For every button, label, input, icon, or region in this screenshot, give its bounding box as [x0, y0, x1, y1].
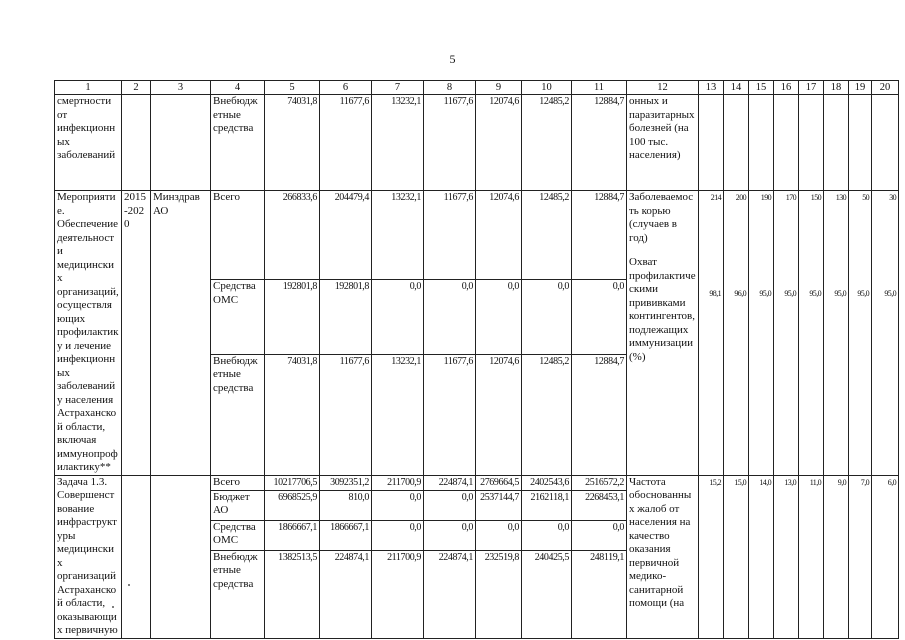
- indicator-value-cell: [872, 191, 899, 476]
- value-cell: 0,0: [424, 280, 476, 355]
- value-cell: 224874,1: [424, 550, 476, 638]
- indicator-value: 95,0: [809, 288, 821, 298]
- value-cell: 2162118,1: [522, 490, 572, 520]
- value-cell: 6968525,9: [265, 490, 320, 520]
- header-cell: 12: [627, 81, 699, 95]
- indicator-value-cell: 11,0: [799, 475, 824, 638]
- indicator-value-cell: 9,0: [824, 475, 849, 638]
- source-cell: Всего: [211, 475, 265, 490]
- indicator-value: 96,0: [734, 288, 746, 298]
- indicator-value-cell: [849, 191, 872, 476]
- indicator-value: 30: [889, 193, 896, 202]
- value-cell: 13232,1: [372, 354, 424, 475]
- header-cell: 18: [824, 81, 849, 95]
- header-cell: 10: [522, 81, 572, 95]
- indicator-value-cell: 7,0: [849, 475, 872, 638]
- header-cell: 15: [749, 81, 774, 95]
- scan-speck: [128, 584, 130, 586]
- value-cell: 2268453,1: [572, 490, 627, 520]
- header-cell: 20: [872, 81, 899, 95]
- indicator-value: 98,1: [709, 288, 721, 298]
- header-cell: 5: [265, 81, 320, 95]
- period-cell: [122, 95, 151, 191]
- value-cell: 1382513,5: [265, 550, 320, 638]
- scan-speck: [112, 606, 114, 608]
- value-cell: 12485,2: [522, 95, 572, 191]
- header-cell: 19: [849, 81, 872, 95]
- header-cell: 4: [211, 81, 265, 95]
- source-cell: Внебюджетные средства: [211, 550, 265, 638]
- value-cell: 12485,2: [522, 354, 572, 475]
- indicator-value-cell: [774, 95, 799, 191]
- indicator-value: 95,0: [784, 288, 796, 298]
- executor-cell: [151, 95, 211, 191]
- value-cell: 11677,6: [424, 354, 476, 475]
- header-cell: 7: [372, 81, 424, 95]
- source-cell: Всего: [211, 191, 265, 280]
- indicator-value-cell: [849, 95, 872, 191]
- indicator-value: 130: [835, 193, 846, 202]
- value-cell: 0,0: [572, 520, 627, 550]
- value-cell: 0,0: [372, 490, 424, 520]
- value-cell: 11677,6: [424, 191, 476, 280]
- value-cell: 12884,7: [572, 191, 627, 280]
- value-cell: 0,0: [522, 280, 572, 355]
- header-cell: 17: [799, 81, 824, 95]
- executor-cell: [151, 475, 211, 638]
- indicator-value: 50: [862, 193, 869, 202]
- value-cell: 12074,6: [476, 191, 522, 280]
- value-cell: 211700,9: [372, 475, 424, 490]
- indicator-value-cell: 15,2: [699, 475, 724, 638]
- source-cell: Бюджет АО: [211, 490, 265, 520]
- indicator-value-cell: [824, 95, 849, 191]
- page-number: 5: [449, 52, 456, 66]
- value-cell: 0,0: [476, 520, 522, 550]
- indicator-value: 150: [810, 193, 821, 202]
- source-cell: Средства ОМС: [211, 280, 265, 355]
- indicator-cell: [627, 191, 699, 476]
- indicator-value-cell: [824, 191, 849, 476]
- task-name-cell: Задача 1.3. Совершенствование инфраструктуры медицинских организаций Астраханской области, оказывающих первичную: [55, 475, 122, 638]
- indicator-cell: Частота обоснованных жалоб от населения на качество оказания первичной медико-санитарной помощи (на: [627, 475, 699, 638]
- period-cell: [122, 475, 151, 638]
- value-cell: 0,0: [424, 520, 476, 550]
- header-cell: 2: [122, 81, 151, 95]
- indicator-value: 214: [710, 193, 721, 202]
- value-cell: 0,0: [424, 490, 476, 520]
- indicator-measles: Заболеваемость корью (случаев в год): [629, 191, 694, 244]
- value-cell: 2537144,7: [476, 490, 522, 520]
- indicator-value-cell: [799, 191, 824, 476]
- value-cell: 2402543,6: [522, 475, 572, 490]
- executor-cell: Минздрав АО: [151, 191, 211, 476]
- value-cell: 11677,6: [320, 95, 372, 191]
- indicator-value-cell: [724, 95, 749, 191]
- value-cell: 11677,6: [320, 354, 372, 475]
- table-row: [55, 475, 899, 490]
- value-cell: 0,0: [572, 280, 627, 355]
- value-cell: 810,0: [320, 490, 372, 520]
- item-name-cell: смертности от инфекционных заболеваний: [55, 95, 122, 191]
- value-cell: 13232,1: [372, 95, 424, 191]
- header-cell: 9: [476, 81, 522, 95]
- header-cell: 1: [55, 81, 122, 95]
- indicator-value: 200: [735, 193, 746, 202]
- indicator-value: 95,0: [884, 288, 896, 298]
- header-cell: 8: [424, 81, 476, 95]
- period-cell: 2015-2020: [122, 191, 151, 476]
- event-name-cell: Мероприятие. Обеспечение деятельности медицинских организаций, осуществляющих профилактику и лечение инфекционных заболеваний у населения Астраханской области, включая иммунопрофилактику**: [55, 191, 122, 476]
- indicator-value: 170: [785, 193, 796, 202]
- indicator-value-cell: [724, 191, 749, 476]
- indicator-value-cell: 13,0: [774, 475, 799, 638]
- indicator-value-cell: [799, 95, 824, 191]
- value-cell: 0,0: [476, 280, 522, 355]
- header-cell: 13: [699, 81, 724, 95]
- value-cell: 12074,6: [476, 95, 522, 191]
- value-cell: 2516572,2: [572, 475, 627, 490]
- source-cell: Средства ОМС: [211, 520, 265, 550]
- value-cell: 224874,1: [424, 475, 476, 490]
- indicator-value-cell: 14,0: [749, 475, 774, 638]
- value-cell: 12074,6: [476, 354, 522, 475]
- value-cell: 12485,2: [522, 191, 572, 280]
- value-cell: 224874,1: [320, 550, 372, 638]
- header-cell: 11: [572, 81, 627, 95]
- value-cell: 12884,7: [572, 95, 627, 191]
- indicator-value-cell: [749, 191, 774, 476]
- value-cell: 1866667,1: [320, 520, 372, 550]
- header-cell: 14: [724, 81, 749, 95]
- value-cell: 192801,8: [265, 280, 320, 355]
- indicator-vaccination: Охват профилактическими прививками контингентов, подлежащих иммунизации (%): [629, 256, 696, 363]
- source-cell: Внебюджетные средства: [211, 95, 265, 191]
- indicator-cell: онных и паразитарных болезней (на 100 тыс. населения): [627, 95, 699, 191]
- indicator-value: 95,0: [759, 288, 771, 298]
- value-cell: 240425,5: [522, 550, 572, 638]
- value-cell: 232519,8: [476, 550, 522, 638]
- header-cell: 3: [151, 81, 211, 95]
- indicator-value-cell: [774, 191, 799, 476]
- header-cell: 16: [774, 81, 799, 95]
- value-cell: 266833,6: [265, 191, 320, 280]
- value-cell: 11677,6: [424, 95, 476, 191]
- value-cell: 0,0: [522, 520, 572, 550]
- value-cell: 2769664,5: [476, 475, 522, 490]
- value-cell: 0,0: [372, 280, 424, 355]
- value-cell: 192801,8: [320, 280, 372, 355]
- value-cell: 204479,4: [320, 191, 372, 280]
- value-cell: 10217706,5: [265, 475, 320, 490]
- indicator-value-cell: 6,0: [872, 475, 899, 638]
- program-table: [54, 80, 899, 639]
- value-cell: 1866667,1: [265, 520, 320, 550]
- indicator-value-cell: 15,0: [724, 475, 749, 638]
- table-row: [55, 191, 899, 280]
- header-cell: 6: [320, 81, 372, 95]
- indicator-value: 190: [760, 193, 771, 202]
- indicator-value-cell: [749, 95, 774, 191]
- value-cell: 211700,9: [372, 550, 424, 638]
- value-cell: 74031,8: [265, 95, 320, 191]
- indicator-value: 95,0: [857, 288, 869, 298]
- value-cell: 248119,1: [572, 550, 627, 638]
- indicator-value-cell: [872, 95, 899, 191]
- value-cell: 0,0: [372, 520, 424, 550]
- value-cell: 13232,1: [372, 191, 424, 280]
- header-row: [55, 81, 899, 95]
- indicator-value-cell: [699, 191, 724, 476]
- value-cell: 12884,7: [572, 354, 627, 475]
- indicator-value: 95,0: [834, 288, 846, 298]
- value-cell: 74031,8: [265, 354, 320, 475]
- source-cell: Внебюджетные средства: [211, 354, 265, 475]
- indicator-value-cell: [699, 95, 724, 191]
- value-cell: 3092351,2: [320, 475, 372, 490]
- table-row: [55, 95, 899, 191]
